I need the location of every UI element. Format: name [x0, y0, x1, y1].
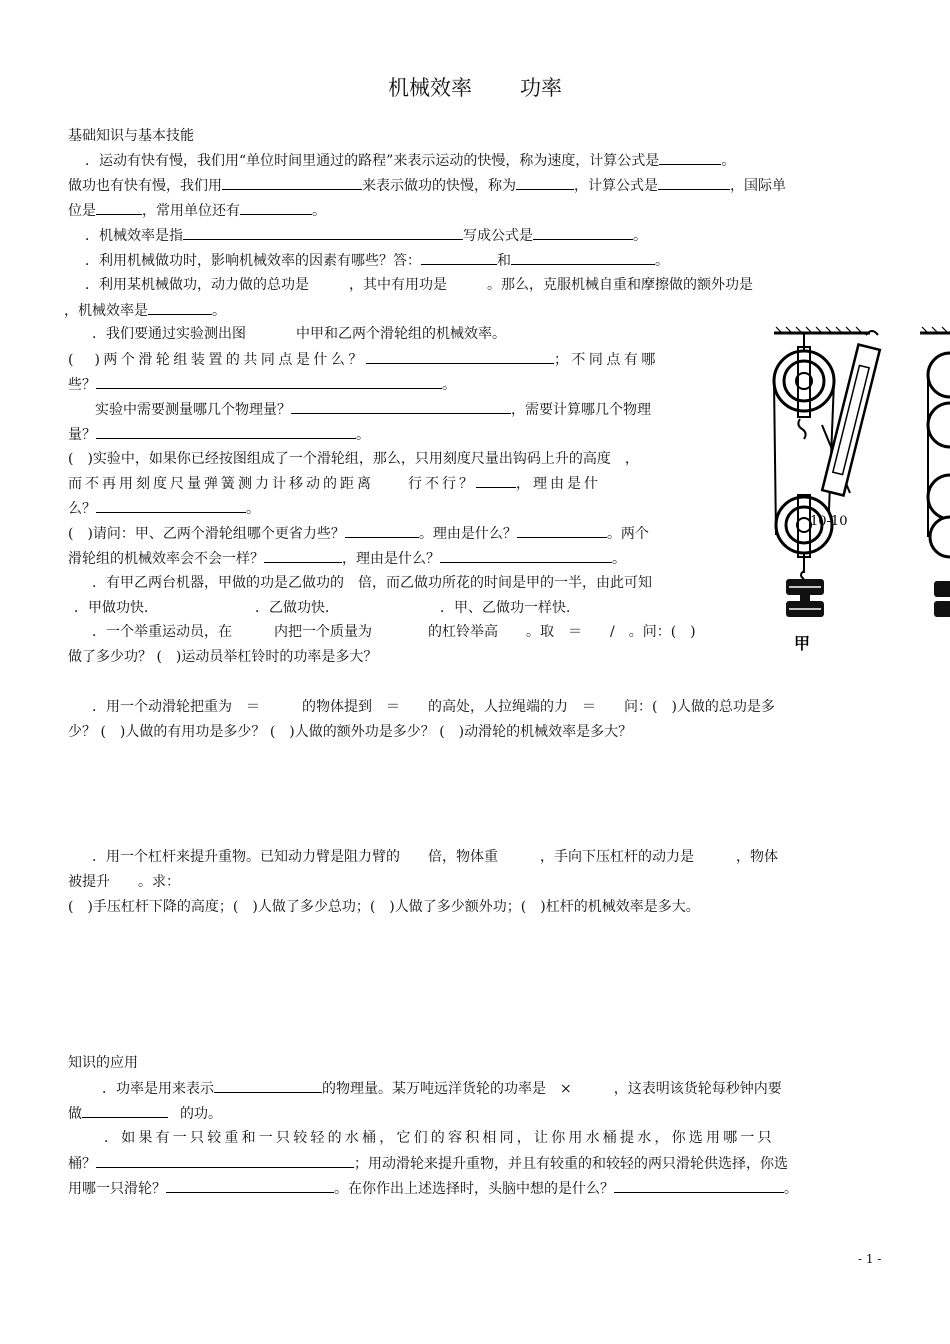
- blank[interactable]: [96, 498, 246, 513]
- q1-line3: 位是 ，常用单位还有 。: [68, 200, 326, 221]
- blank[interactable]: [183, 225, 463, 240]
- blank[interactable]: [291, 399, 511, 414]
- section-heading-apply: 知识的应用: [68, 1055, 138, 1071]
- blank[interactable]: [345, 523, 419, 538]
- blank[interactable]: [517, 523, 607, 538]
- upper-pulley-icon: [774, 347, 834, 417]
- page-number: - 1 -: [858, 1252, 882, 1266]
- section-heading-basic: 基础知识与基本技能: [68, 128, 194, 144]
- q9-line3: ( )手压杠杆下降的高度；( )人做了多少总功；( )人做了多少额外功；( )杠杆的机械效率是多大。: [68, 899, 700, 915]
- q8-line1: ．用一个动滑轮把重为 ＝ 的物体提到 ＝ 的高处，人拉绳端的力 ＝ 问：( )人做的总功是多: [92, 699, 775, 715]
- q9-line1: ．用一个杠杆来提升重物。已知动力臂是阻力臂的 倍，物体重 ，手向下压杠杆的动力是 ，物体: [92, 849, 778, 865]
- q5-p4-cont: 滑轮组的机械效率会不会一样？ ，理由是什么？ 。: [68, 548, 626, 569]
- second-weights-icon: [934, 581, 950, 617]
- title-part-2: 功率: [520, 76, 562, 100]
- second-pulley-icon: [920, 327, 950, 557]
- blank[interactable]: [222, 175, 362, 190]
- blank[interactable]: [516, 175, 574, 190]
- page-title: [0, 74, 950, 102]
- blank[interactable]: [659, 150, 721, 165]
- q5-p4: ( )请问：甲、乙两个滑轮组哪个更省力些？ 。理由是什么？ 。两个: [68, 523, 649, 544]
- blank[interactable]: [476, 473, 516, 488]
- q7-line2: 做了多少功？ ( )运动员举杠铃时的功率是多大？: [68, 649, 378, 665]
- q11-line2: 桶？ ；用动滑轮来提升重物，并且有较重的和较轻的两只滑轮供选择，你选: [68, 1153, 788, 1174]
- q5-p2: 实验中需要测量哪几个物理量？ ，需要计算哪几个物理: [95, 399, 651, 420]
- title-part-1: 机械效率: [388, 76, 472, 100]
- q6-option-c: ．甲、乙做功一样快．: [440, 600, 580, 616]
- q6-option-b: ．乙做功快．: [255, 600, 339, 616]
- q4-line1: ．利用某机械做功，动力做的总功是 ，其中有用功是 。那么，克服机械自重和摩擦做的额外功是: [85, 277, 753, 293]
- q5-p3-end: 么？ 。: [68, 498, 260, 519]
- ceiling-hatch: [774, 327, 870, 333]
- blank[interactable]: [614, 1178, 784, 1193]
- q5-p1-cont: 些？ 。: [68, 374, 456, 395]
- pulley-diagram: [762, 325, 950, 655]
- q5-p2-cont: 量？ 。: [68, 424, 370, 445]
- blank[interactable]: [366, 349, 554, 364]
- q10-line2: 做 的功。: [68, 1103, 222, 1124]
- blank[interactable]: [96, 424, 356, 439]
- blank[interactable]: [440, 548, 612, 563]
- blank[interactable]: [264, 548, 342, 563]
- blank[interactable]: [148, 300, 212, 315]
- blank[interactable]: [240, 200, 312, 215]
- q5-intro: ．我们要通过实验测出图 中甲和乙两个滑轮组的机械效率。: [92, 326, 506, 342]
- q2-line: ．机械效率是指 写成公式是 。: [85, 225, 647, 246]
- blank[interactable]: [96, 374, 442, 389]
- q11-line1: ．如果有一只较重和一只较轻的水桶，它们的容积相同，让你用水桶提水，你选用哪一只: [104, 1130, 775, 1146]
- q11-line3: 用哪一只滑轮？ 。在你作出上述选择时，头脑中想的是什么？ 。: [68, 1178, 798, 1199]
- blank[interactable]: [96, 200, 142, 215]
- q5-p1: ( )两个滑轮组装置的共同点是什么？ ；不同点有哪: [68, 349, 659, 370]
- figure-tag: 10-10: [810, 514, 848, 529]
- blank[interactable]: [658, 175, 730, 190]
- q3-line: ．利用机械做功时，影响机械效率的因素有哪些？答： 和 。: [85, 250, 669, 271]
- blank[interactable]: [511, 250, 655, 265]
- hook-weights-icon: [786, 579, 824, 617]
- spring-scale-icon: [822, 331, 880, 495]
- blank[interactable]: [533, 225, 633, 240]
- q4-line2: ，机械效率是 。: [64, 300, 226, 321]
- blank[interactable]: [82, 1103, 168, 1118]
- blank[interactable]: [214, 1078, 322, 1093]
- blank[interactable]: [166, 1178, 334, 1193]
- q6-option-a: ．甲做功快．: [74, 600, 158, 616]
- q7-line1: ．一个举重运动员，在 内把一个质量为 的杠铃举高 。取 ＝ / 。问：( ): [92, 624, 696, 640]
- pulley-figure: [762, 325, 950, 655]
- q6-line: ．有甲乙两台机器，甲做的功是乙做功的 倍，而乙做功所花的时间是甲的一半，由此可知: [92, 575, 652, 591]
- q9-line2: 被提升 。求：: [68, 874, 180, 890]
- q1-line1: ．运动有快有慢，我们用“单位时间里通过的路程”来表示运动的快慢，称为速度，计算公式是 。: [85, 150, 735, 171]
- q5-p3: ( )实验中，如果你已经按图组成了一个滑轮组，那么，只用刻度尺量出钩码上升的高度 ，: [68, 451, 639, 467]
- figure-label-jia: 甲: [794, 634, 811, 653]
- blank[interactable]: [96, 1153, 354, 1168]
- blank[interactable]: [421, 250, 497, 265]
- q10-line1: ．功率是用来表示 的物理量。某万吨远洋货轮的功率是 × ，这表明该货轮每秒钟内要: [102, 1078, 782, 1099]
- q5-p3-cont: 而不再用刻度尺量弹簧测力计移动的距离 行不行？ ，理由是什: [68, 473, 601, 494]
- q1-line2: 做功也有快有慢，我们用 来表示做功的快慢，称为 ，计算公式是 ，国际单: [68, 175, 786, 196]
- q8-line2: 少？ ( )人做的有用功是多少？ ( )人做的额外功是多少？ ( )动滑轮的机械效率是多大？: [68, 724, 633, 740]
